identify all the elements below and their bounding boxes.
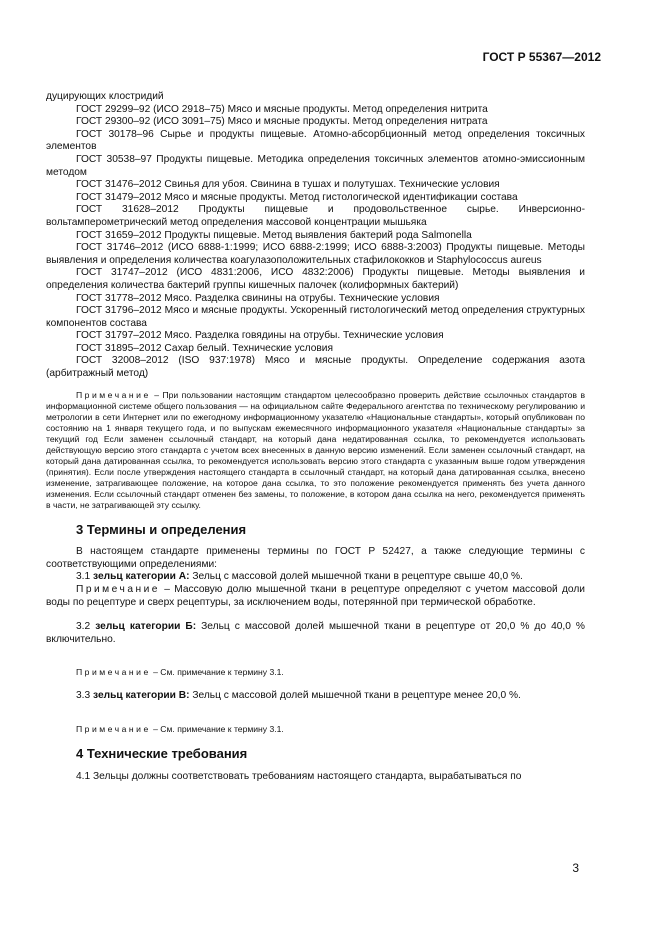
ref-item: ГОСТ 31659–2012 Продукты пищевые. Метод выявления бактерий рода Salmonella bbox=[76, 229, 472, 241]
term-3-3-note: Примечание – См. примечание к термину 3.1. bbox=[76, 724, 284, 734]
term-3-2-note: Примечание – См. примечание к термину 3.1. bbox=[76, 667, 284, 678]
ref-item: ГОСТ 30178–96 Сырье и продукты пищевые. Атомно-абсорбционный метод определения токсичных элементов bbox=[46, 128, 585, 153]
ref-item: ГОСТ 29300–92 (ИСО 3091–75) Мясо и мясные продукты. Метод определения нитрата bbox=[76, 116, 488, 128]
ref-item: ГОСТ 29299–92 (ИСО 2918–75) Мясо и мясные продукты. Метод определения нитрита bbox=[76, 103, 488, 115]
ref-item: ГОСТ 31778–2012 Мясо. Разделка свинины на отрубы. Технические условия bbox=[76, 292, 440, 304]
ref-item: ГОСТ 32008–2012 (ISO 937:1978) Мясо и мясные продукты. Определение содержания азота (арбитражный метод) bbox=[46, 355, 585, 380]
page-number: 3 bbox=[572, 861, 579, 875]
ref-item: ГОСТ 31796–2012 Мясо и мясные продукты. Ускоренный гистологический метод определения структурных компонентов состава bbox=[46, 305, 585, 329]
term-3-1-note: Примечание – Массовую долю мышечной ткани в рецептуре определяют с учетом массовой доли воды по рецептуре и сверх рецептуры, за исключением воды, потерянной при термической обработке. bbox=[46, 584, 585, 608]
note-label: Примечание bbox=[76, 389, 151, 400]
ref-item: ГОСТ 31476–2012 Свинья для убоя. Свинина в тушах и полутушах. Технические условия bbox=[76, 179, 500, 191]
ref-item: ГОСТ 31746–2012 (ИСО 6888-1:1999; ИСО 6888-2:1999; ИСО 6888-3:2003) Продукты пищевые. Методы выявления и определения количества коагулазоположительных стафилококков и Staphylococcus aureus bbox=[46, 242, 585, 266]
term-3-3: 3.3 зельц категории В: Зельц с массовой долей мышечной ткани в рецептуре менее 20,0 %. bbox=[76, 690, 521, 702]
document-header-id: ГОСТ Р 55367—2012 bbox=[482, 50, 601, 64]
ref-item: ГОСТ 31797–2012 Мясо. Разделка говядины на отрубы. Технические условия bbox=[76, 330, 444, 342]
ref-item: ГОСТ 31628–2012 Продукты пищевые и продовольственное сырье. Инверсионно-вольтамперометрический метод определения массовой концентрации мышьяка bbox=[46, 204, 585, 228]
section-4-paragraph: 4.1 Зельцы должны соответствовать требованиям настоящего стандарта, вырабатываться по bbox=[76, 770, 522, 782]
term-3-2: 3.2 зельц категории Б: Зельц с массовой долей мышечной ткани в рецептуре от 20,0 % до 40,0 % включительно. bbox=[46, 621, 585, 645]
section-4-title: 4 Технические требования bbox=[76, 746, 248, 761]
section-3-title: 3 Термины и определения bbox=[76, 521, 247, 537]
ref-item: ГОСТ 31479–2012 Мясо и мясные продукты. Метод гистологической идентификации состава bbox=[76, 191, 518, 203]
page-body bbox=[46, 91, 585, 783]
term-3-1: 3.1 зельц категории А: Зельц с массовой долей мышечной ткани в рецептуре свыше 40,0 %. bbox=[76, 571, 523, 583]
references-note: Примечание – При пользовании настоящим стандартом целесообразно проверить действие ссылочных стандартов в информационной системе общего пользования — на официальном сайте Федерального агентства по техническому регулированию и метрологии в сети Интернет или по ежегодному информационному указателю «Национальные стандарты», который опубликован по состоянию на 1 января текущего года, и по выпускам ежемесячного информационного указателя «Национальные стандарты» за текущий год Если заменен ссылочный стандарт, на который дана недатированная ссылка, то рекомендуется использовать действующую версию этого стандарта с учетом всех внесенных в данную версию изменений. Если заменен ссылочный стандарт, на который дана датированная ссылка, то рекомендуется использовать версию этого стандарта с указанным выше годом утверждения (принятия). Если после утверждения настоящего стандарта в ссылочный стандарт, на который дана датированная ссылка, внесено изменение, затрагивающее положение, на которое дана ссылка, то это положение рекомендуется применять без учета данного изменения. Если ссылочный стандарт отменен без замены, то положение, в котором дана ссылка на него, рекомендуется применять в части, не затрагивающей эту ссылку. bbox=[46, 389, 586, 510]
ref-item: ГОСТ 31747–2012 (ИСО 4831:2006, ИСО 4832:2006) Продукты пищевые. Методы выявления и определения количества бактерий группы кишечных палочек (колиформных бактерий) bbox=[46, 267, 585, 291]
ref-item: ГОСТ 30538–97 Продукты пищевые. Методика определения токсичных элементов атомно-эмиссионным методом bbox=[46, 153, 585, 178]
ref-continuation: дуцирующих клостридий bbox=[46, 91, 164, 102]
section-3-intro: В настоящем стандарте применены термины по ГОСТ Р 52427, а также следующие термины с соответствующими определениями: bbox=[46, 546, 585, 570]
ref-item: ГОСТ 31895–2012 Сахар белый. Технические условия bbox=[76, 342, 334, 354]
